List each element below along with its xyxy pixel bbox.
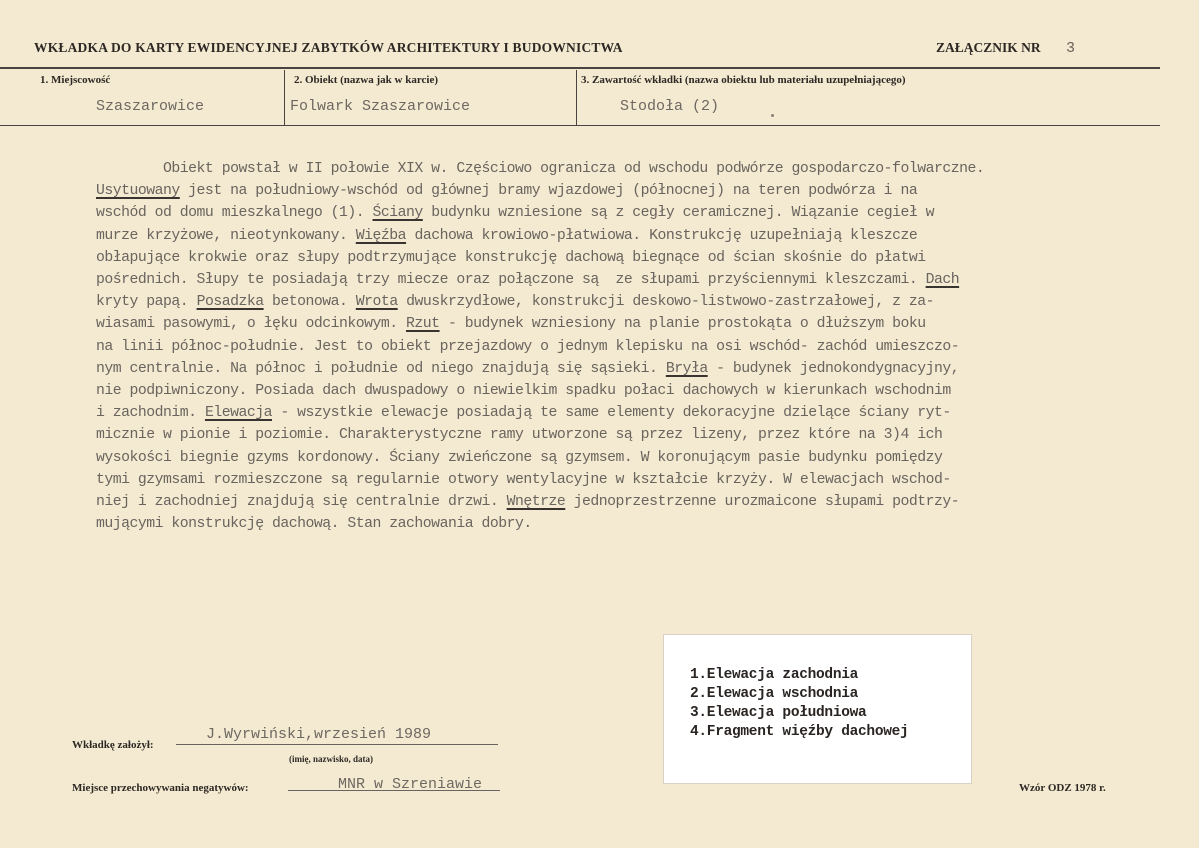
header-rule <box>0 67 1160 69</box>
text-segment: na linii północ-południe. Jest to obiekt przejazdowy o jednym klepisku na osi wschód- zachód umieszczo- <box>96 338 960 355</box>
text-segment: - wszystkie elewacje posiadają te same elementy dekoracyjne dzielące ściany ryt- <box>271 405 951 422</box>
text-segment: niej i zachodniej znajdują się centralnie drzwi. <box>96 494 507 511</box>
section-keyword: Ściany <box>372 205 423 222</box>
field-divider <box>284 70 285 125</box>
text-line <box>96 491 1126 513</box>
text-segment: wiasami pasowymi, o łęku odcinkowym. <box>96 316 407 333</box>
text-segment: Obiekt powstał w II połowie XIX w. Częściowo ogranicza od wschodu podwórze gospodarczo-folwarczne. <box>96 161 985 177</box>
photo-list-item: 3.Elewacja południowa <box>690 705 867 721</box>
content-value: Stodoła (2) <box>620 98 720 115</box>
negatives-value: MNR w Szreniawie <box>338 776 483 793</box>
section-keyword: Wrota <box>355 294 398 311</box>
text-line <box>96 158 1126 180</box>
text-line <box>96 469 1126 491</box>
text-segment: nym centralnie. Na północ i południe od niego znajdują się sąsieki. <box>96 360 666 377</box>
text-line <box>96 313 1126 335</box>
text-segment: pośrednich. Słupy te posiadają trzy miecze oraz połączone są ze słupami przyściennymi kleszczami. <box>96 272 926 289</box>
text-line <box>96 247 1126 269</box>
photo-list <box>690 666 908 742</box>
photo-list-item: 1.Elewacja zachodnia <box>690 667 859 683</box>
section-keyword: Więźba <box>355 227 407 244</box>
section-keyword: Elewacja <box>204 405 272 422</box>
field-divider <box>576 70 577 125</box>
founder-label: Wkładkę założył: <box>72 739 154 751</box>
text-segment: nie podpiwniczony. Posiada dach dwuspadowy o niewielkim spadku połaci dachowych w kierunkach wschodnim <box>96 383 951 400</box>
text-line <box>96 202 1126 224</box>
text-segment: mującymi konstrukcję dachową. Stan zachowania dobry. <box>96 516 532 533</box>
section-keyword: Dach <box>925 272 960 289</box>
text-segment: dachowa krowiowo-płatwiowa. Konstrukcję uzupełniają kleszcze <box>406 227 918 244</box>
text-segment: wschód od domu mieszkalnego (1). <box>96 205 373 222</box>
text-segment: - budynek jednokondygnacyjny, <box>707 360 960 377</box>
template-label: Wzór ODZ 1978 r. <box>1019 782 1106 794</box>
annex-label: ZAŁĄCZNIK NR <box>936 40 1041 55</box>
founder-line <box>176 744 498 745</box>
founder-caption: (imię, nazwisko, data) <box>289 754 373 764</box>
text-line <box>96 269 1126 291</box>
text-line <box>96 180 1126 202</box>
text-segment: tymi gzymsami rozmieszczone są regularnie otwory wentylacyjne w kształcie krzyży. W elewacjach wschod- <box>96 471 951 488</box>
text-segment: i zachodnim. <box>96 405 205 422</box>
section-keyword: Usytuowany <box>96 183 180 200</box>
annex-number: 3 <box>1066 40 1076 57</box>
object-label: 2. Obiekt (nazwa jak w karcie) <box>294 74 439 86</box>
ink-dot <box>771 114 774 117</box>
text-segment: jednoprzestrzenne urozmaicone słupami podtrzy- <box>565 494 960 511</box>
text-segment: - budynek wzniesiony na planie prostokąta o dłuższym boku <box>439 316 926 333</box>
text-segment: micznie w pionie i poziomie. Charakterystyczne ramy utworzone są przez lizeny, przez które na 3)4 ich <box>96 427 943 444</box>
text-line <box>96 513 1126 535</box>
text-line <box>96 358 1126 380</box>
founder-value: J.Wyrwiński,wrzesień 1989 <box>206 726 432 743</box>
section-keyword: Bryła <box>665 360 708 377</box>
description-text <box>96 158 1126 535</box>
text-segment: obłapujące krokwie oraz słupy podtrzymujące konstrukcję dachową biegnące od ścian skośnie do płatwi <box>96 249 926 266</box>
text-segment: murze krzyżowe, nieotynkowany. <box>96 227 356 244</box>
text-segment: jest na południowy-wschód od głównej bramy wjazdowej (północnej) na teren podwórza i na <box>179 183 918 200</box>
locality-label: 1. Miejscowość <box>40 74 111 86</box>
text-segment: wysokości biegnie gzyms kordonowy. Ściany zwieńczone są gzymsem. W koronującym pasie budynku pomiędzy <box>96 449 943 466</box>
negatives-label: Miejsce przechowywania negatywów: <box>72 782 249 794</box>
locality-value: Szaszarowice <box>96 98 205 115</box>
photo-list-item: 4.Fragment więźby dachowej <box>690 724 909 740</box>
fields-rule <box>0 125 1160 126</box>
text-segment: kryty papą. <box>96 294 197 311</box>
section-keyword: Rzut <box>406 316 440 333</box>
photo-list-item: 2.Elewacja wschodnia <box>690 686 859 702</box>
text-segment: dwuskrzydłowe, konstrukcji deskowo-listwowo-zastrzałowej, z za- <box>397 294 934 311</box>
text-line <box>96 225 1126 247</box>
text-line <box>96 380 1126 402</box>
content-label: 3. Zawartość wkładki (nazwa obiektu lub materiału uzupełniającego) <box>581 74 906 86</box>
text-line <box>96 402 1126 424</box>
text-line <box>96 336 1126 358</box>
object-value: Folwark Szaszarowice <box>290 98 471 115</box>
form-title: WKŁADKA DO KARTY EWIDENCYJNEJ ZABYTKÓW ARCHITEKTURY I BUDOWNICTWA <box>34 40 623 55</box>
text-segment: budynku wzniesione są z cegły ceramicznej. Wiązanie cegieł w <box>422 205 934 222</box>
text-line <box>96 447 1126 469</box>
text-segment: betonowa. <box>263 294 356 311</box>
section-keyword: Posadzka <box>196 294 264 311</box>
text-line <box>96 291 1126 313</box>
text-line <box>96 424 1126 446</box>
section-keyword: Wnętrze <box>506 494 566 511</box>
